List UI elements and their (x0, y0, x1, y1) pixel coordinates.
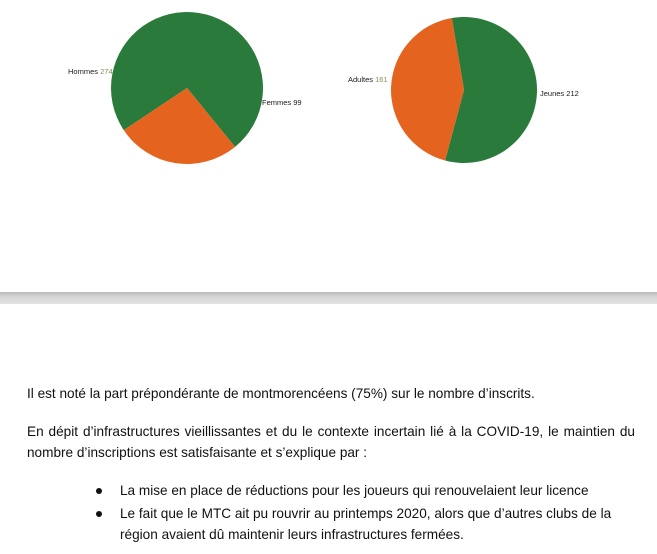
label-adultes (348, 75, 388, 84)
bullet-text-1: La mise en place de réductions pour les joueurs qui renouvelaient leur licence (120, 483, 589, 498)
page-bottom (0, 304, 657, 554)
label-jeunes-value: 212 (566, 89, 579, 98)
label-jeunes (540, 89, 579, 98)
label-femmes-name: Femmes (262, 98, 292, 107)
pie-chart-sexe (111, 12, 263, 164)
label-jeunes-name: Jeunes (540, 89, 565, 98)
page-separator (0, 292, 657, 304)
label-hommes-name: Hommes (68, 67, 99, 76)
label-adultes-name: Adultes (348, 75, 374, 84)
label-hommes (68, 67, 113, 76)
label-femmes-value: 99 (293, 98, 302, 107)
pie-chart-age (391, 17, 537, 163)
bullet-dot (96, 511, 102, 517)
label-hommes-value: 274 (100, 67, 113, 76)
paragraph-2: En dépit d’infrastructures vieillissantes et du le contexte incertain lié à la COVID-19, le maintien du nombre d’inscriptions est satisfaisante et s’explique par : (27, 424, 635, 460)
label-adultes-value: 161 (375, 75, 388, 84)
label-femmes (262, 98, 302, 107)
bullet-text-2: Le fait que le MTC ait pu rouvrir au printemps 2020, alors que d’autres clubs de la région avaient dû maintenir leurs infrastructures fermées. (120, 506, 612, 542)
bullet-dot (96, 488, 102, 494)
paragraph-1: Il est noté la part prépondérante de montmorencéens (75%) sur le nombre d’inscrits. (27, 386, 535, 401)
